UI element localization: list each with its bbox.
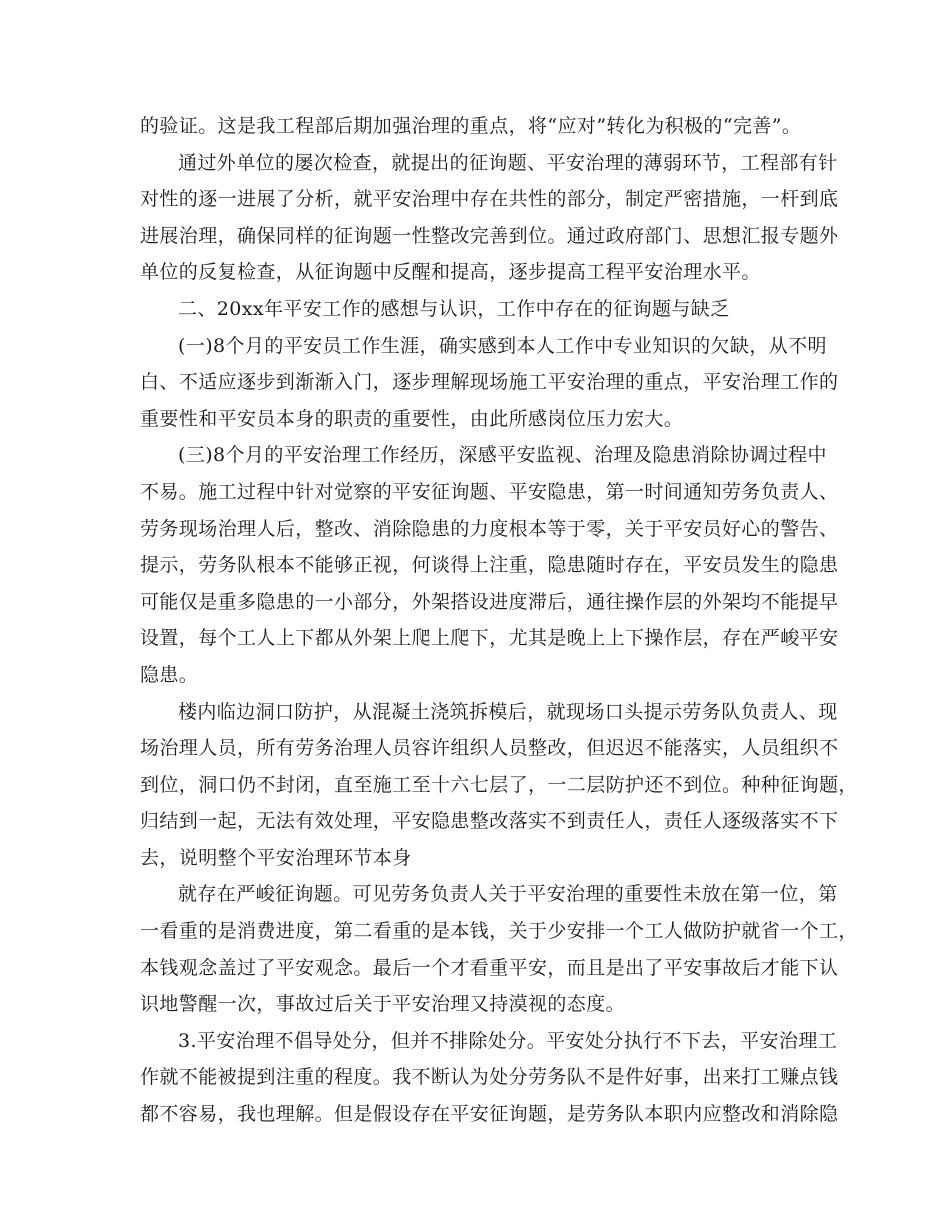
text-line: 重要性和平安员本身的职责的重要性，由此所感岗位压力宏大。 xyxy=(140,407,684,430)
text-line: 单位的反复检查，从征询题中反醒和提高，逐步提高工程平安治理水平。 xyxy=(140,261,761,284)
text-line: 归结到一起，无法有效处理，平安隐患整改落实不到责任人，责任人逐级落实不下 xyxy=(140,810,839,833)
text-line: 二、20xx年平安工作的感想与认识，工作中存在的征询题与缺乏 xyxy=(178,297,730,320)
text-line: 都不容易，我也理解。但是假设存在平安征询题，是劳务队本职内应整改和消除隐 xyxy=(140,1103,839,1126)
document-page xyxy=(140,108,858,1133)
text-line: 作就不能被提到注重的程度。我不断认为处分劳务队不是件好事，出来打工赚点钱 xyxy=(140,1066,839,1089)
text-line: 隐患。 xyxy=(140,663,199,686)
text-line: 本钱观念盖过了平安观念。最后一个才看重平安，而且是出了平安事故后才能下认 xyxy=(140,956,839,979)
text-line: 对性的逐一进展了分析，就平安治理中存在共性的部分，制定严密措施，一杆到底 xyxy=(140,188,839,211)
text-line: 设置，每个工人上下都从外架上爬上爬下，尤其是晚上上下操作层，存在严峻平安 xyxy=(140,627,839,650)
text-line: 去，说明整个平安治理环节本身 xyxy=(140,846,412,869)
text-line: 场治理人员，所有劳务治理人员容许组织人员整改，但迟迟不能落实，人员组织不 xyxy=(140,737,839,760)
text-line: 3.平安治理不倡导处分，但并不排除处分。平安处分执行不下去，平安治理工 xyxy=(178,1029,838,1052)
text-line: 一看重的是消费进度，第二看重的是本钱，关于少安排一个工人做防护就省一个工， xyxy=(140,920,858,943)
text-line: 的验证。这是我工程部后期加强治理的重点，将“应对”转化为积极的“完善”。 xyxy=(140,115,802,137)
text-line: 通过外单位的屡次检查，就提出的征询题、平安治理的薄弱环节，工程部有针 xyxy=(178,151,838,174)
text-line: 可能仅是重多隐患的一小部分，外架搭设进度滞后，通往操作层的外架均不能提早 xyxy=(140,590,839,613)
text-line: 不易。施工过程中针对觉察的平安征询题、平安隐患，第一时间通知劳务负责人、 xyxy=(140,480,839,503)
text-line: 到位，洞口仍不封闭，直至施工至十六七层了，一二层防护还不到位。种种征询题， xyxy=(140,773,858,796)
text-line: 识地警醒一次，事故过后关于平安治理又持漠视的态度。 xyxy=(140,993,626,1016)
text-line: 白、不适应逐步到渐渐入门，逐步理解现场施工平安治理的重点，平安治理工作的 xyxy=(140,371,839,394)
text-line: (一)8个月的平安员工作生涯，确实感到本人工作中专业知识的欠缺，从不明 xyxy=(178,334,827,357)
text-line: 进展治理，确保同样的征询题一性整改完善到位。通过政府部门、思想汇报专题外 xyxy=(140,224,839,247)
text-line: 楼内临边洞口防护，从混凝土浇筑拆模后，就现场口头提示劳务队负责人、现 xyxy=(178,700,838,723)
text-line: 提示，劳务队根本不能够正视，何谈得上注重，隐患随时存在，平安员发生的隐患 xyxy=(140,554,839,577)
text-line: (三)8个月的平安治理工作经历，深感平安监视、治理及隐患消除协调过程中 xyxy=(178,444,827,467)
text-line: 就存在严峻征询题。可见劳务负责人关于平安治理的重要性未放在第一位，第 xyxy=(178,883,838,906)
text-line: 劳务现场治理人后，整改、消除隐患的力度根本等于零，关于平安员好心的警告、 xyxy=(140,517,839,540)
